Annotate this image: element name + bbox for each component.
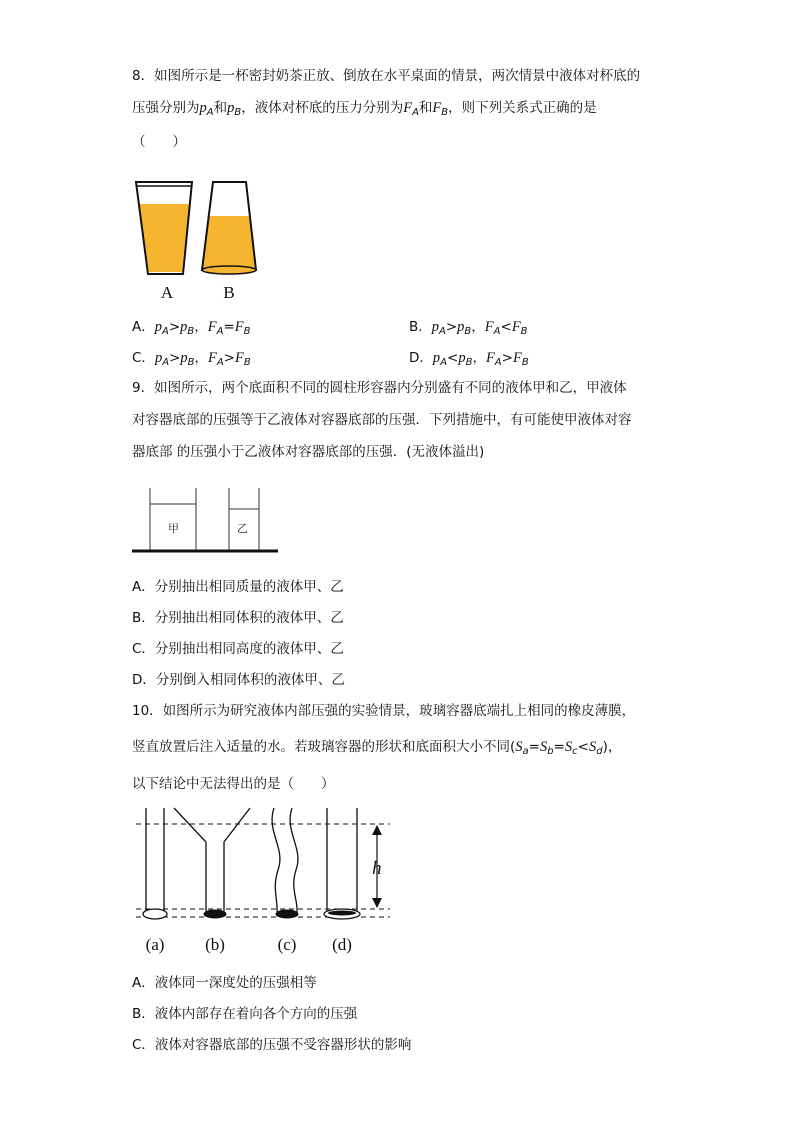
sub-b: B — [465, 357, 473, 368]
q10-option-c[interactable]: C．液体对容器底部的压强不受容器形状的影响 — [132, 1037, 412, 1053]
var-s: S — [539, 739, 548, 755]
option-letter: D． — [409, 350, 433, 366]
tube-d-membrane-bulge — [328, 911, 356, 916]
relation: > — [445, 319, 458, 335]
q8-text: ，液体对杯底的压力分别为 — [241, 100, 404, 116]
sub-a: A — [439, 326, 446, 337]
q9-option-c[interactable]: C．分别抽出相同高度的液体甲、乙 — [132, 641, 344, 657]
var-f: F — [207, 319, 217, 335]
relation: > — [501, 350, 513, 366]
cup-b-lid — [202, 266, 256, 274]
var-s: S — [564, 739, 573, 755]
sub-a: A — [216, 326, 224, 337]
var-p: p — [180, 350, 188, 366]
height-arrow-bottom — [372, 898, 382, 908]
sub-d: d — [596, 746, 603, 757]
q9-containers-figure — [132, 484, 282, 556]
var-f: F — [403, 100, 413, 116]
cup-b-liquid — [202, 216, 256, 270]
sub-b: B — [234, 107, 242, 118]
height-label: h — [372, 858, 382, 879]
relation: > — [223, 350, 235, 366]
q8-line-1: 8．如图所示是一杯密封奶茶正放、倒放在水平桌面的情景，两次情景中液体对杯底的 — [132, 68, 641, 84]
tube-b-membrane — [204, 910, 226, 918]
q8-text: 和 — [213, 100, 228, 116]
sub-a: a — [522, 746, 529, 757]
var-f: F — [484, 319, 494, 335]
var-s: S — [515, 739, 523, 755]
q8-text: ，则下列关系式正确的是 — [448, 100, 597, 116]
q10-option-a[interactable]: A．液体同一深度处的压强相等 — [132, 975, 317, 991]
q9-option-b[interactable]: B．分别抽出相同体积的液体甲、乙 — [132, 610, 344, 626]
q10-text: )， — [602, 739, 622, 755]
q10-text: 竖直放置后注入适量的水。若玻璃容器的形状和底面积大小不同( — [132, 739, 516, 755]
relation: = — [223, 319, 235, 335]
q9-option-d[interactable]: D．分别倒入相同体积的液体甲、乙 — [132, 672, 345, 688]
sub-a: A — [162, 326, 169, 337]
q8-option-b[interactable] — [409, 317, 528, 342]
var-f: F — [207, 350, 217, 366]
sub-b: B — [464, 326, 472, 337]
q10-option-b[interactable]: B．液体内部存在着向各个方向的压强 — [132, 1006, 358, 1022]
option-letter: C． — [132, 350, 155, 366]
relation: = — [553, 739, 565, 755]
sub-b: b — [547, 746, 554, 757]
var-f: F — [234, 319, 244, 335]
tube-a-membrane — [143, 909, 167, 919]
relation: = — [528, 739, 540, 755]
sub-c: c — [572, 746, 578, 757]
tube-b-label: (b) — [205, 935, 225, 954]
q10-containers-figure — [132, 808, 394, 956]
q8-answer-paren: （ ） — [132, 134, 186, 150]
option-letter: A． — [132, 319, 155, 335]
q9-line-3: 器底部 的压强小于乙液体对容器底部的压强．(无液体溢出) — [132, 444, 485, 460]
q8-text: 和 — [418, 100, 433, 116]
option-letter: B． — [409, 319, 432, 335]
sub-a: A — [493, 326, 501, 337]
comma: ， — [194, 350, 208, 366]
relation: > — [168, 319, 181, 335]
var-p: p — [227, 100, 235, 116]
relation: < — [447, 350, 459, 366]
sub-a: A — [412, 107, 419, 118]
sub-a: A — [216, 357, 224, 368]
q10-line-1: 10．如图所示为研究液体内部压强的实验情景，玻璃容器底端扎上相同的橡皮薄膜， — [132, 703, 636, 719]
relation: < — [577, 739, 589, 755]
relation: < — [500, 319, 512, 335]
var-f: F — [485, 350, 495, 366]
sub-a: A — [206, 107, 214, 118]
sub-b: B — [243, 326, 251, 337]
var-f: F — [511, 319, 521, 335]
q9-line-1: 9．如图所示，两个底面积不同的圆柱形容器内分别盛有不同的液体甲和乙，甲液体 — [132, 380, 627, 396]
sub-b: B — [521, 357, 529, 368]
q8-option-a[interactable] — [132, 317, 251, 342]
var-p: p — [154, 319, 162, 335]
comma: ， — [472, 350, 486, 366]
var-p: p — [199, 100, 207, 116]
var-p: p — [154, 350, 163, 366]
var-p: p — [458, 350, 466, 366]
q9-line-2: 对容器底部的压强等于乙液体对容器底部的压强．下列措施中，有可能使甲液体对容 — [132, 412, 632, 428]
sub-b: B — [243, 357, 251, 368]
var-p: p — [180, 319, 188, 335]
q10-line-3: 以下结论中无法得出的是（ ） — [132, 776, 335, 792]
sub-a: A — [162, 357, 170, 368]
tube-c-membrane — [276, 910, 298, 918]
comma: ， — [194, 319, 208, 335]
q8-text: 压强分别为 — [132, 100, 200, 116]
var-p: p — [457, 319, 465, 335]
var-f: F — [234, 350, 244, 366]
tube-a-label: (a) — [145, 935, 165, 954]
sub-b: B — [520, 326, 528, 337]
sub-a: A — [494, 357, 502, 368]
var-p: p — [431, 319, 440, 335]
var-s: S — [588, 739, 597, 755]
height-arrow-top — [372, 825, 382, 835]
sub-b: B — [187, 326, 195, 337]
var-p: p — [432, 350, 441, 366]
sub-b: B — [441, 107, 449, 118]
q8-option-c[interactable] — [132, 348, 251, 373]
tube-d-label: (d) — [332, 935, 352, 954]
q8-line-2 — [132, 98, 597, 123]
cup-a-label: A — [160, 283, 174, 302]
cup-b-label: B — [223, 283, 235, 302]
q10-line-2 — [132, 737, 621, 762]
container-yi-label: 乙 — [237, 522, 248, 535]
q8-option-d[interactable] — [409, 348, 529, 373]
comma: ， — [471, 319, 485, 335]
var-f: F — [432, 100, 442, 116]
relation: > — [169, 350, 181, 366]
q9-option-a[interactable]: A．分别抽出相同质量的液体甲、乙 — [132, 579, 344, 595]
sub-b: B — [187, 357, 195, 368]
container-jia-label: 甲 — [168, 522, 179, 535]
q8-cups-figure — [132, 172, 272, 302]
sub-a: A — [440, 357, 447, 368]
tube-c-label: (c) — [277, 935, 297, 954]
var-f: F — [512, 350, 522, 366]
